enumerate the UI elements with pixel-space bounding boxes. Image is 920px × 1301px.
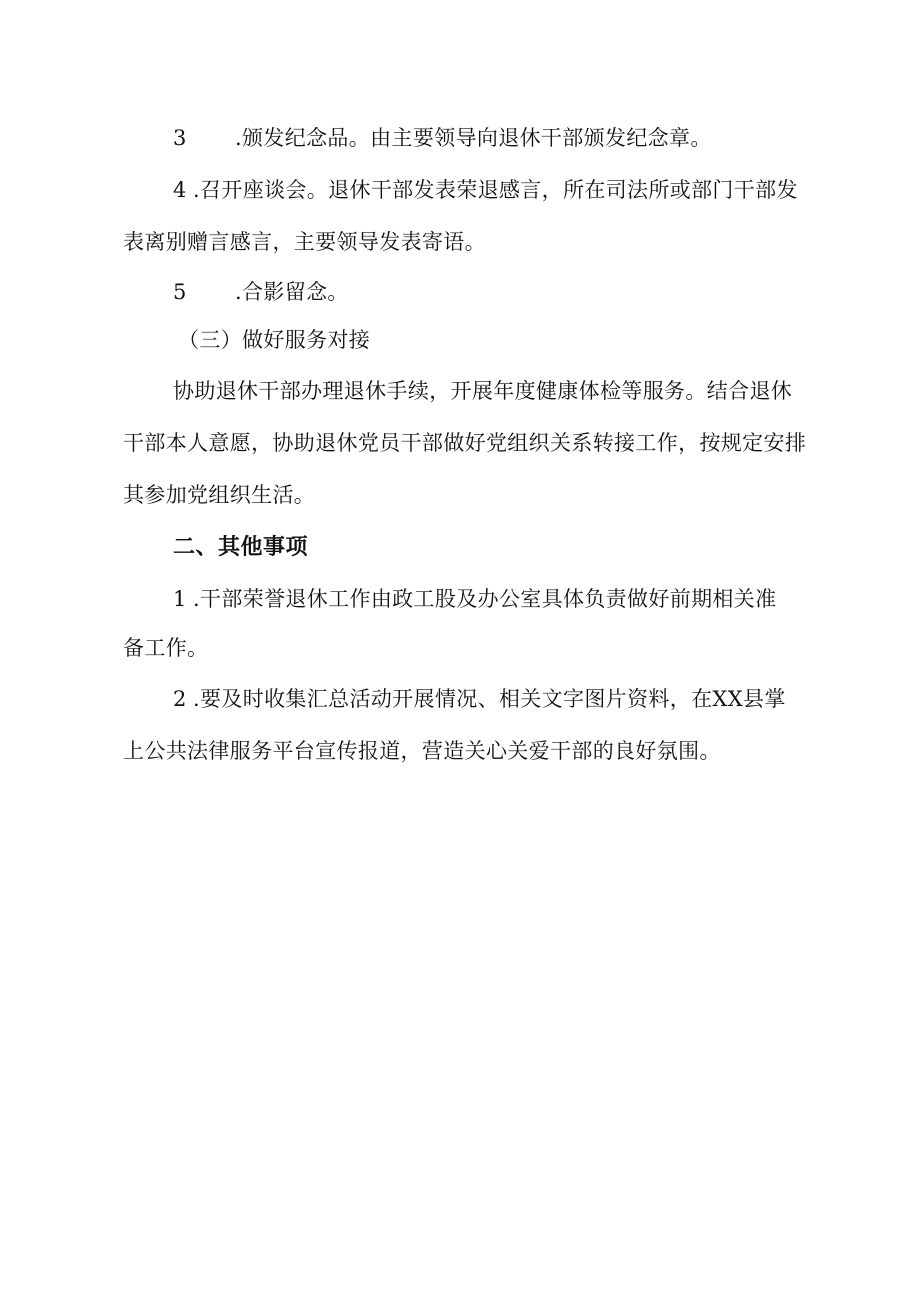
list-item-2-continuation: [123, 737, 721, 765]
list-item-2: [173, 685, 786, 713]
list-item-4: [173, 176, 798, 204]
item-text-line1: .要及时收集汇总活动开展情况、相关文字图片资料，在XX县掌: [193, 687, 786, 711]
item-number: 5: [173, 280, 187, 304]
item-number: 3: [173, 126, 187, 150]
list-item-5: [173, 278, 349, 306]
item-number: 4: [173, 178, 187, 202]
part-heading: 二、其他事项: [173, 535, 309, 560]
item-text-line2: 表离别赠言感言，主要领导发表寄语。: [123, 230, 486, 254]
paragraph-line: 其参加党组织生活。: [123, 483, 316, 507]
item-text: .颁发纪念品。由主要领导向退休干部颁发纪念章。: [235, 126, 712, 150]
list-item-1: [173, 585, 776, 613]
item-number: 1: [173, 587, 187, 611]
paragraph-line: 干部本人意愿，协助退休党员干部做好党组织关系转接工作，按规定安排: [123, 431, 807, 455]
item-number: 2: [173, 687, 187, 711]
item-text-line1: .召开座谈会。退休干部发表荣退感言，所在司法所或部门干部发: [193, 178, 798, 202]
section-heading: （三）做好服务对接: [178, 328, 371, 352]
paragraph-line: 协助退休干部办理退休手续，开展年度健康体检等服务。结合退休: [173, 379, 793, 403]
item-text: .合影留念。: [235, 280, 349, 304]
item-text-line1: .干部荣誉退休工作由政工股及办公室具体负责做好前期相关准: [193, 587, 777, 611]
item-text-line2: 上公共法律服务平台宣传报道，营造关心关爱干部的良好氛围。: [123, 739, 721, 763]
list-item-1-continuation: [123, 634, 208, 662]
item-text-line2: 备工作。: [123, 636, 209, 660]
list-item-4-continuation: [123, 228, 486, 256]
list-item-3: [173, 124, 712, 152]
